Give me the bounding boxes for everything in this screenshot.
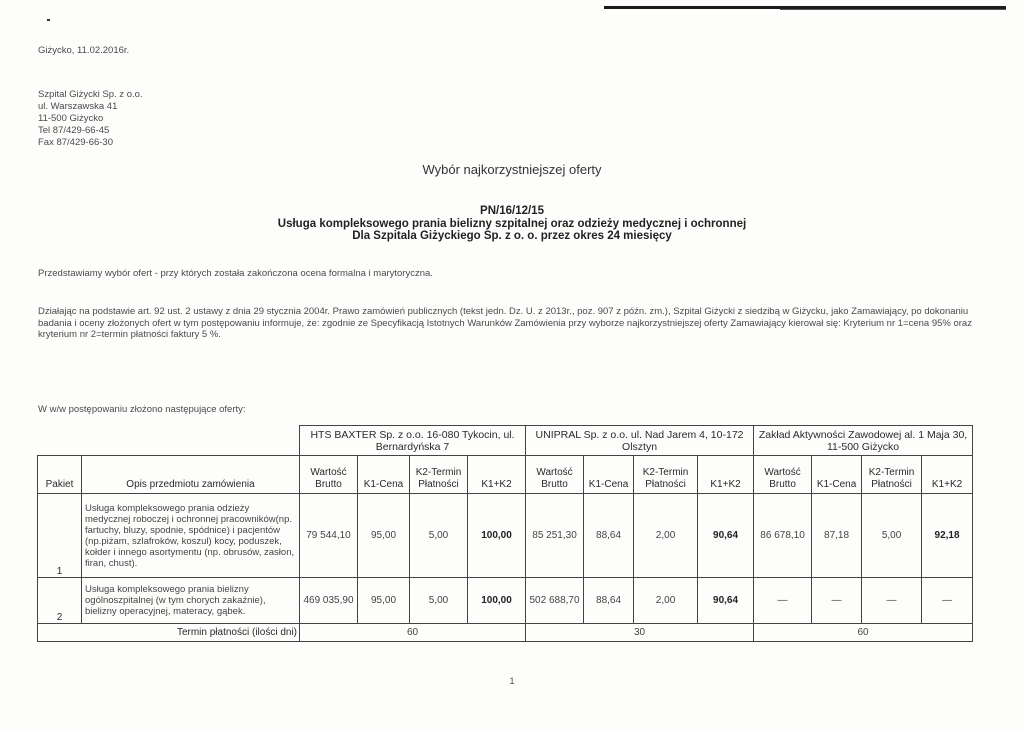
col-header-k1: K1-Cena: [358, 456, 410, 494]
payment-terms-value: 30: [526, 624, 754, 642]
value-brutto: 469 035,90: [300, 578, 358, 624]
value-brutto: 502 688,70: [526, 578, 584, 624]
firm-header: UNIPRAL Sp. z o.o. ul. Nad Jarem 4, 10-172 Olsztyn: [526, 426, 754, 456]
value-k2: 2,00: [634, 578, 698, 624]
col-header-sum: K1+K2: [698, 456, 754, 494]
col-header-k2: K2-Termin Płatności: [410, 456, 468, 494]
value-brutto: 79 544,10: [300, 494, 358, 578]
value-k1: 95,00: [358, 494, 410, 578]
document-date: Giżycko, 11.02.2016r.: [38, 45, 130, 56]
value-brutto: 86 678,10: [754, 494, 812, 578]
reference-line: Usługa kompleksowego prania bielizny szpitalnej oraz odzieży medycznej i ochronnej: [277, 217, 747, 230]
value-k2: —: [862, 578, 922, 624]
payment-terms-value: 60: [754, 624, 973, 642]
tender-reference: [0, 205, 1024, 243]
col-header-pakiet: Pakiet: [38, 456, 82, 494]
col-header-brutto: Wartość Brutto: [754, 456, 812, 494]
pakiet-number: 2: [38, 578, 82, 624]
value-k1: 88,64: [584, 494, 634, 578]
item-description: Usługa kompleksowego prania bielizny ogólnoszpitalnej (w tym chorych zakaźnie), bielizny operacyjnej, materacy, gąbek.: [82, 578, 300, 624]
firm-header: Zakład Aktywności Zawodowej al. 1 Maja 30, 11-500 Giżycko: [754, 426, 973, 456]
intro-text: Przedstawiamy wybór ofert - przy których została zakończona ocena formalna i marytoryczna.: [38, 268, 433, 279]
sender-address: [38, 89, 143, 149]
address-line: ul. Warszawska 41: [38, 101, 118, 112]
value-brutto: 85 251,30: [526, 494, 584, 578]
value-sum: 90,64: [698, 578, 754, 624]
address-line: 11-500 Giżycko: [38, 113, 104, 124]
table-row: [38, 578, 973, 624]
table-corner: [38, 426, 300, 456]
reference-line: Dla Szpitala Giżyckiego Sp. z o. o. przez okres 24 miesięcy: [352, 230, 672, 242]
value-sum: —: [922, 578, 973, 624]
value-k2: 2,00: [634, 494, 698, 578]
col-header-sum: K1+K2: [468, 456, 526, 494]
value-sum: 100,00: [468, 494, 526, 578]
value-k1: —: [812, 578, 862, 624]
address-line: Tel 87/429-66-45: [38, 125, 110, 136]
offers-table: [37, 425, 973, 642]
value-k1: 88,64: [584, 578, 634, 624]
offers-intro-text: W w/w postępowaniu złożono następujące oferty:: [38, 404, 246, 415]
col-header-sum: K1+K2: [922, 456, 973, 494]
col-header-k1: K1-Cena: [584, 456, 634, 494]
value-k2: 5,00: [410, 578, 468, 624]
value-k2: 5,00: [410, 494, 468, 578]
reference-number: PN/16/12/15: [480, 205, 544, 217]
address-line: Szpital Giżycki Sp. z o.o.: [38, 89, 143, 100]
scan-speck: [47, 19, 50, 21]
item-description: Usługa kompleksowego prania odzieży medycznej roboczej i ochronnej pracowników(np. fartuchy, bluzy, spodnie, spódnice) i pacjentów (np.piżam, szlafroków, koszul) kocy, poduszek, kołder i innego asortymentu (np. obrusów, zasłon, firan, chust).: [82, 494, 300, 578]
col-header-k2: K2-Termin Płatności: [862, 456, 922, 494]
value-brutto: —: [754, 578, 812, 624]
col-header-brutto: Wartość Brutto: [526, 456, 584, 494]
value-sum: 100,00: [468, 578, 526, 624]
scan-top-rule-thin: [780, 9, 1006, 10]
legal-basis-paragraph: Działając na podstawie art. 92 ust. 2 ustawy z dnia 29 stycznia 2004r. Prawo zamówień publicznych (tekst jedn. Dz. U. z 2013r., poz. 907 z późn. zm.), Szpital Giżycki z siedzibą w Giżycku, jako Zamawiający, po dokonaniu badania i oceny złożonych ofert w tym postępowaniu informuje, że: zgodnie ze Specyfikacją Istotnych Warunków Zamówienia przy wyborze najkorzystniejszej oferty Zamawiający kierował się: Kryterium nr 1=cena 95% oraz kryterium nr 2=termin płatności faktury 5 %.: [38, 306, 972, 340]
col-header-k1: K1-Cena: [812, 456, 862, 494]
col-header-opis: Opis przedmiotu zamówienia: [82, 456, 300, 494]
document-title: Wybór najkorzystniejszej oferty: [422, 162, 602, 177]
value-sum: 90,64: [698, 494, 754, 578]
address-line: Fax 87/429-66-30: [38, 137, 113, 148]
value-k1: 87,18: [812, 494, 862, 578]
payment-terms-value: 60: [300, 624, 526, 642]
pakiet-number: 1: [38, 494, 82, 578]
page-number: 1: [509, 676, 515, 687]
value-k1: 95,00: [358, 578, 410, 624]
value-k2: 5,00: [862, 494, 922, 578]
col-header-brutto: Wartość Brutto: [300, 456, 358, 494]
table-footer-row: [38, 624, 973, 642]
col-header-k2: K2-Termin Płatności: [634, 456, 698, 494]
table-row: [38, 494, 973, 578]
firm-header: HTS BAXTER Sp. z o.o. 16-080 Tykocin, ul. Bernardyńska 7: [300, 426, 526, 456]
value-sum: 92,18: [922, 494, 973, 578]
payment-terms-label: Termin płatności (ilości dni): [38, 624, 300, 642]
